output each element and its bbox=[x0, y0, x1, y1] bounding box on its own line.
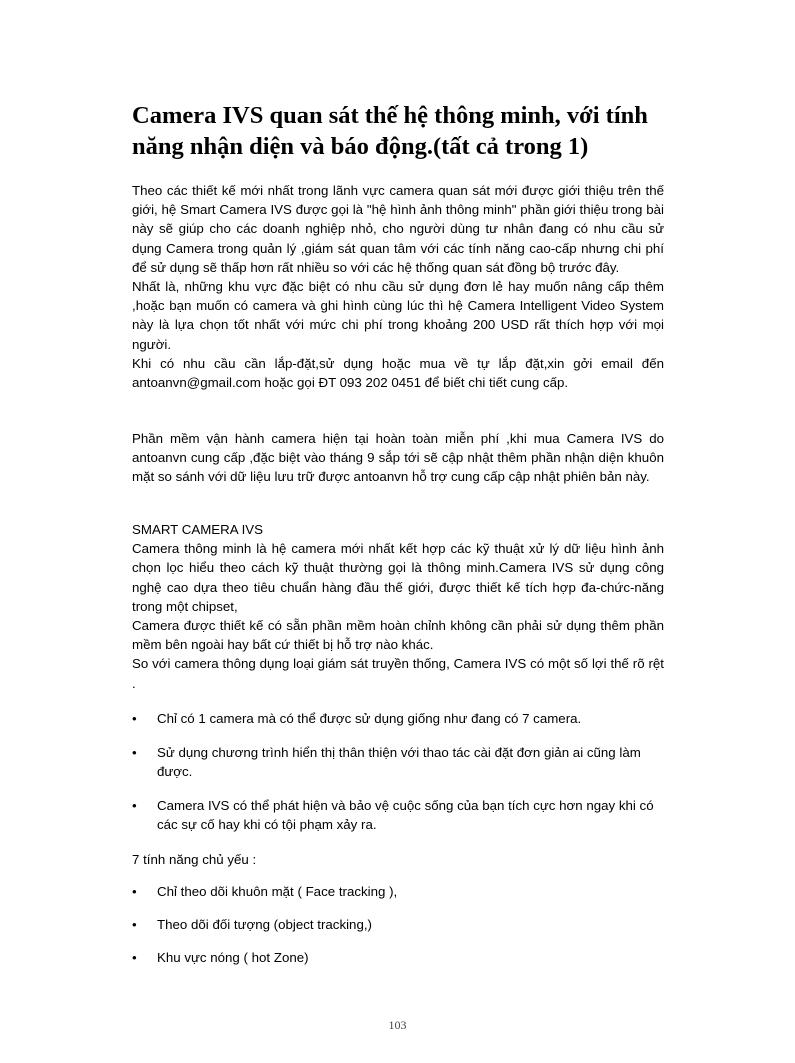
intro-section bbox=[132, 181, 664, 392]
list-item bbox=[132, 796, 664, 834]
smart-camera-paragraph: So với camera thông dụng loại giám sát truyền thống, Camera IVS có một số lợi thế rõ rệt . bbox=[132, 656, 664, 691]
list-item-text: Chỉ theo dõi khuôn mặt ( Face tracking ), bbox=[157, 884, 398, 899]
bullet-icon: • bbox=[132, 745, 137, 760]
bullet-icon: • bbox=[132, 950, 137, 965]
list-item-text: Khu vực nóng ( hot Zone) bbox=[157, 950, 309, 965]
smart-camera-section bbox=[132, 520, 664, 693]
list-item-text: Chỉ có 1 camera mà có thể được sử dụng giống như đang có 7 camera. bbox=[157, 711, 582, 726]
page-number: 103 bbox=[388, 1018, 407, 1032]
list-item-text: Camera IVS có thể phát hiện và bảo vệ cuộc sống của bạn tích cực hơn ngay khi có các sự cố hay khi có tội phạm xảy ra. bbox=[157, 798, 654, 833]
software-section bbox=[132, 429, 664, 487]
section-heading: SMART CAMERA IVS bbox=[132, 522, 264, 537]
bullet-icon: • bbox=[132, 884, 137, 899]
list-item bbox=[132, 915, 664, 934]
contact-paragraph: Khi có nhu cầu cần lắp-đặt,sử dụng hoặc mua về tự lắp đặt,xin gởi email đến antoanvn@gmail.com hoặc gọi ĐT 093 202 0451 để biết chi tiết cung cấp. bbox=[132, 355, 664, 391]
bullet-icon: • bbox=[132, 711, 137, 726]
list-item-text: Theo dõi đối tượng (object tracking,) bbox=[157, 917, 372, 932]
page-title: Camera IVS quan sát thế hệ thông minh, với tính năng nhận diện và báo động.(tất cả trong 1) bbox=[132, 102, 648, 160]
smart-camera-paragraph: Camera thông minh là hệ camera mới nhất kết hợp các kỹ thuật xử lý dữ liệu hình ảnh chọn lọc hiểu theo cách kỹ thuật thường gọi là thông minh.Camera IVS sử dụng công nghệ cao dựa theo tiêu chuẩn hàng đầu thế giới, được thiết kế tích hợp đa-chức-năng trong một chipset, bbox=[132, 541, 664, 614]
list-item bbox=[132, 743, 664, 781]
bullet-icon: • bbox=[132, 917, 137, 932]
bullet-icon: • bbox=[132, 798, 137, 813]
list-item bbox=[132, 948, 664, 967]
intro-paragraph: Nhất là, những khu vực đặc biệt có nhu cầu sử dụng đơn lẻ hay muốn nâng cấp thêm ,hoặc bạn muốn có camera và ghi hình cùng lúc thì hệ Camera Intelligent Video System này là lựa chọn tốt nhất với mức chi phí trong khoảng 200 USD rất thích hợp với mọi người. bbox=[132, 279, 664, 352]
smart-camera-paragraph: Camera được thiết kế có sẵn phần mềm hoàn chỉnh không cần phải sử dụng thêm phần mềm bên ngoài hay bất cứ thiết bị hỗ trợ nào khác. bbox=[132, 618, 664, 653]
list-item bbox=[132, 882, 664, 901]
intro-paragraph: Theo các thiết kế mới nhất trong lãnh vực camera quan sát mới được giới thiệu trên thế giới, hệ Smart Camera IVS được gọi là "hệ hình ảnh thông minh" phần giới thiệu trong bài này sẽ giúp cho các doanh nghiệp nhỏ, cho người dùng tư nhân đang có nhu cầu sử dụng Camera trong quản lý ,giám sát quan tâm với các tính năng cao-cấp nhưng chi phí để sử dụng sẽ thấp hơn rất nhiều so với các hệ thống quan sát đồng bộ trước đây. bbox=[132, 183, 664, 275]
software-paragraph: Phần mềm vận hành camera hiện tại hoàn toàn miễn phí ,khi mua Camera IVS do antoanvn cung cấp ,đặc biệt vào tháng 9 sắp tới sẽ cập nhật thêm phần nhận diện khuôn mặt so sánh với dữ liệu lưu trữ được antoanvn hỗ trợ cung cấp cập nhật phiên bản này. bbox=[132, 431, 664, 485]
features-heading: 7 tính năng chủ yếu : bbox=[132, 852, 257, 867]
list-item bbox=[132, 709, 664, 728]
list-item-text: Sử dụng chương trình hiển thị thân thiện với thao tác cài đặt đơn giản ai cũng làm được. bbox=[157, 745, 641, 780]
